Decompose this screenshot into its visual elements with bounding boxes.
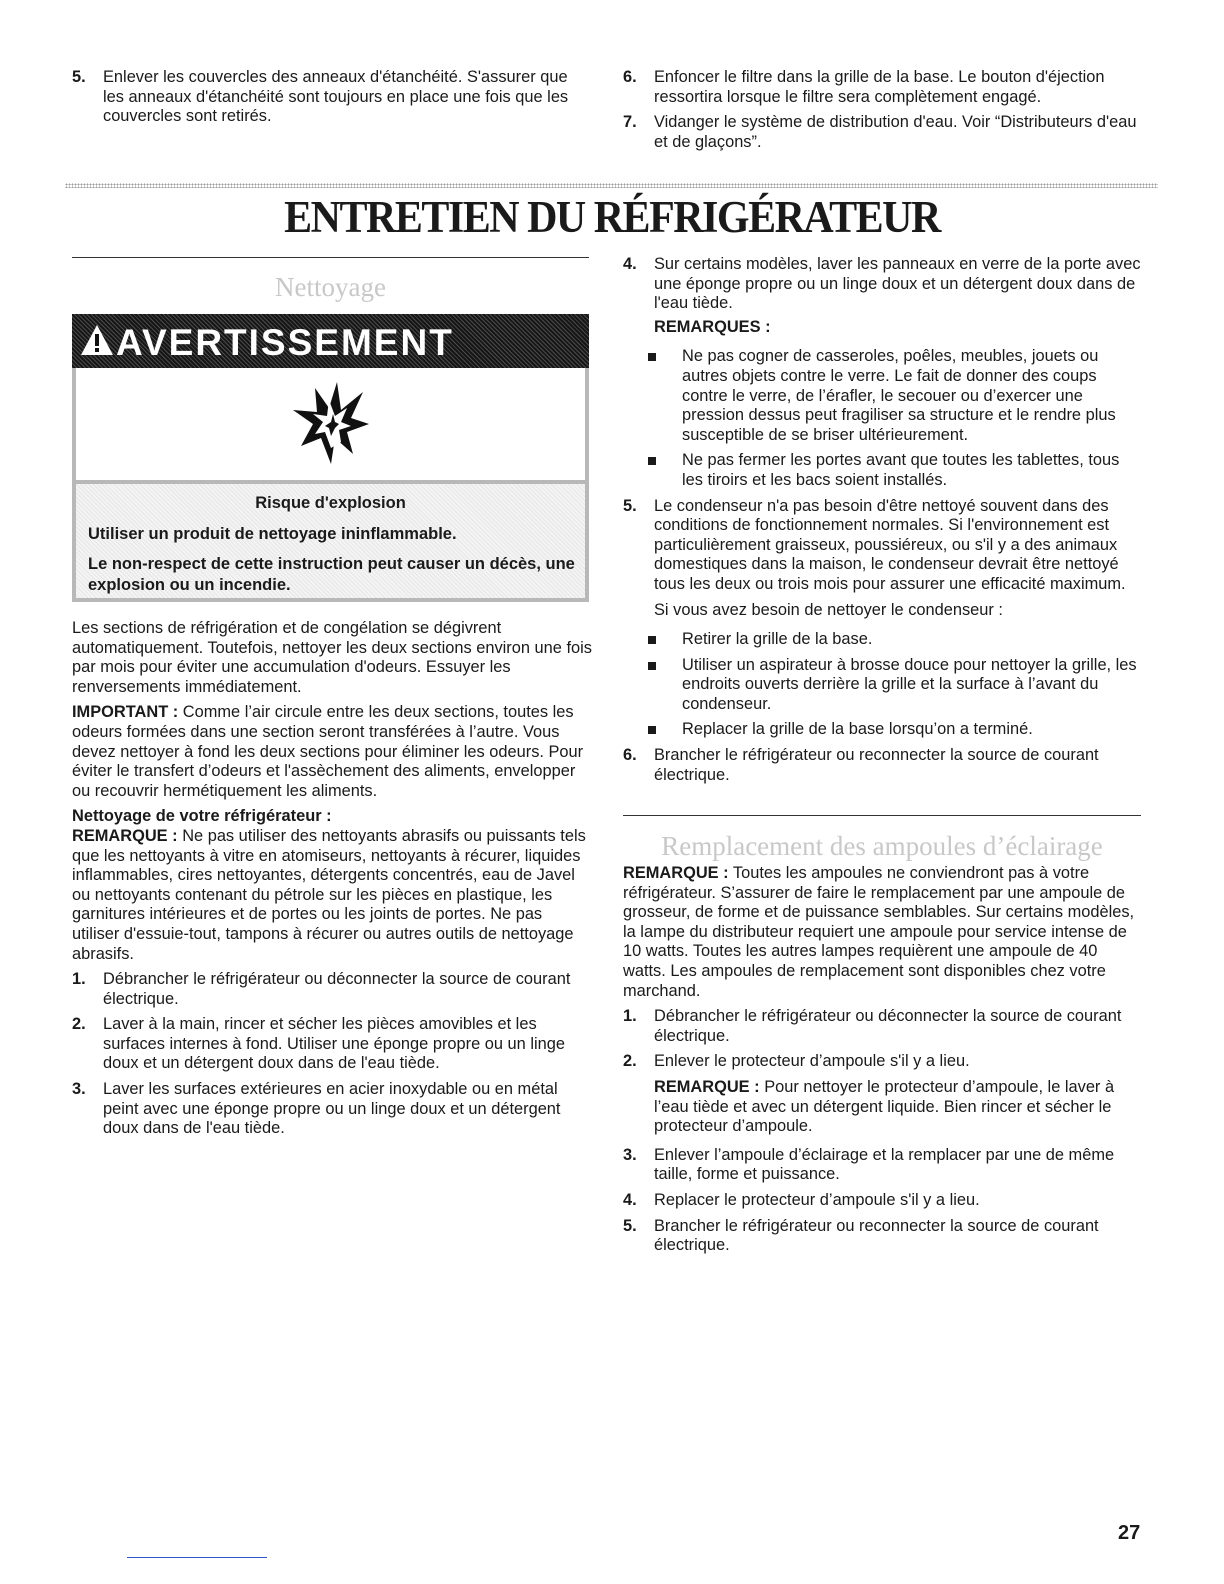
bullet-text: Ne pas fermer les portes avant que toutes les tablettes, tous les tiroirs et les bacs soient installés. <box>682 451 1120 489</box>
item-number: 7. <box>623 113 637 132</box>
bullet-marker <box>648 353 656 361</box>
warning-header <box>72 314 589 368</box>
item-text: Enlever le protecteur d’ampoule s'il y a lieu. <box>654 1052 970 1071</box>
bullet-item <box>623 656 1143 715</box>
item-text: Replacer le protecteur d’ampoule s'il y a lieu. <box>654 1190 980 1209</box>
remarque-label: REMARQUE : <box>72 826 178 845</box>
remarque-text: Ne pas utiliser des nettoyants abrasifs ou puissants tels que les nettoyants à vitre en atomiseurs, nettoyants à récurer, liquides inflammables, cires nettoyantes, détergents concentrés, eau de Javel ou nettoyants contenant du pétrole sur les pièces en plastique, les garnitures intérieures et de portes ou les joints de portes. Ne pas utiliser d'essuie-tout, tampons à récurer ou autres outils de nettoyage abrasifs. <box>72 826 586 963</box>
item-text: Enlever l’ampoule d’éclairage et la remplacer par une de même taille, forme et puissance. <box>654 1145 1115 1184</box>
ampoules-section <box>623 864 1143 1262</box>
remarque-text: Toutes les ampoules ne conviendront pas à votre réfrigérateur. S’assurer de faire le remplacement par une ampoule de grosseur, de forme et de puissance semblables. Sur certains modèles, la lampe du distributeur requiert une ampoule pour service intense de 10 watts. Toutes les autres lampes requièrent une ampoule de 40 watts. Les ampoules de remplacement sont disponibles chez votre marchand. <box>623 864 1135 1000</box>
bullet-text: Ne pas cogner de casseroles, poêles, meubles, jouets ou autres objets contre le verre. Le fait de donner des coups contre le verre, de l’érafler, le secouer ou d’exercer une pression dessus peut fragiliser sa structure et le rendre plus susceptible de se briser ultérieurement. <box>682 347 1116 444</box>
list-item <box>623 1191 1143 1211</box>
item-number: 5. <box>623 1216 637 1235</box>
bullet-marker <box>648 726 656 734</box>
warning-triangle-icon <box>80 324 114 356</box>
ampoules-rule <box>623 815 1141 816</box>
nettoyage-rule <box>72 257 589 258</box>
bullet-item <box>623 347 1143 445</box>
bullet-item <box>623 451 1143 490</box>
bullet-text: Utiliser un aspirateur à brosse douce pour nettoyer la grille, les endroits ouverts derrière la grille et la surface à l’avant du condenseur. <box>682 655 1137 713</box>
item-number: 6. <box>623 68 637 86</box>
bullet-marker <box>648 662 656 670</box>
item-number: 2. <box>623 1052 637 1071</box>
item-number: 3. <box>72 1080 86 1099</box>
condenseur-intro: Si vous avez besoin de nettoyer le condenseur : <box>654 600 1003 619</box>
warning-message <box>76 484 585 598</box>
list-item <box>72 1080 592 1139</box>
list-item <box>623 1007 1143 1046</box>
bullet-marker <box>648 636 656 644</box>
item-text: Laver les surfaces extérieures en acier inoxydable ou en métal peint avec une éponge propre ou un linge doux et un détergent doux dans de l'eau tiède. <box>103 1080 561 1138</box>
warning-box <box>72 314 589 602</box>
section-divider <box>65 183 1158 188</box>
item-number: 6. <box>623 746 637 765</box>
item-text: Brancher le réfrigérateur ou reconnecter la source de courant électrique. <box>654 1216 1099 1255</box>
remarque-paragraph <box>72 827 592 964</box>
cleaning-subheading: Nettoyage de votre réfrigérateur : <box>72 807 332 826</box>
warning-consequence: Le non-respect de cette instruction peut causer un décès, une explosion ou un incendie. <box>88 555 575 594</box>
remarque-text: Pour nettoyer le protecteur d’ampoule, le laver à l’eau tiède et avec un détergent liquide. Bien rincer et sécher le protecteur d’ampoule. <box>654 1077 1115 1136</box>
important-label: IMPORTANT : <box>72 703 179 722</box>
list-item <box>623 113 1143 152</box>
item-number: 3. <box>623 1145 637 1164</box>
item-text: Vidanger le système de distribution d'eau. Voir “Distributeurs d'eau et de glaçons”. <box>654 113 1137 151</box>
list-item <box>623 68 1143 107</box>
left-column <box>72 619 592 1145</box>
page-number: 27 <box>1118 1522 1141 1544</box>
list-item <box>623 1217 1143 1256</box>
list-item <box>623 1052 1143 1072</box>
remarque-label: REMARQUE : <box>654 1077 760 1096</box>
bullet-text: Replacer la grille de la base lorsqu’on a terminé. <box>682 720 1033 739</box>
item-number: 4. <box>623 255 637 273</box>
warning-risk: Risque d'explosion <box>255 494 406 512</box>
item-number: 2. <box>72 1015 86 1034</box>
list-item <box>623 1146 1143 1185</box>
list-item <box>72 68 592 127</box>
explosion-icon <box>291 380 371 468</box>
remarques-label: REMARQUES : <box>654 317 771 336</box>
list-item <box>623 497 1143 595</box>
bullet-item <box>623 630 1143 650</box>
bullet-text: Retirer la grille de la base. <box>682 630 873 649</box>
bullet-item <box>623 720 1143 740</box>
top-left-column <box>72 68 592 133</box>
item-text: Enlever les couvercles des anneaux d'étanchéité. S'assurer que les anneaux d'étanchéité sont toujours en place une fois que les couvercles sont retirés. <box>103 68 569 126</box>
list-item <box>72 1015 592 1074</box>
ampoules-heading: Remplacement des ampoules d’éclairage <box>661 831 1103 861</box>
footer-rule <box>127 1557 267 1558</box>
protecteur-remarque <box>623 1078 1143 1137</box>
item-number: 5. <box>72 68 86 86</box>
list-item <box>623 746 1143 785</box>
warning-icon-area <box>76 368 585 480</box>
ampoules-remarque <box>623 864 1143 1001</box>
item-text: Sur certains modèles, laver les panneaux en verre de la porte avec une éponge propre ou un linge doux et un détergent doux dans de l'eau tiède. <box>654 255 1141 313</box>
item-number: 1. <box>72 970 86 989</box>
item-text: Débrancher le réfrigérateur ou déconnecter la source de courant électrique. <box>103 970 571 1008</box>
item-text: Enfoncer le filtre dans la grille de la base. Le bouton d'éjection ressortira lorsque le filtre sera complètement engagé. <box>654 68 1105 106</box>
list-item <box>623 255 1143 314</box>
nettoyage-heading: Nettoyage <box>275 272 386 302</box>
item-text: Débrancher le réfrigérateur ou déconnecter la source de courant électrique. <box>654 1007 1122 1045</box>
item-text: Brancher le réfrigérateur ou reconnecter la source de courant électrique. <box>654 746 1099 784</box>
item-text: Laver à la main, rincer et sécher les pièces amovibles et les surfaces internes à fond. Utiliser une éponge propre ou un linge doux et un détergent doux dans de l'eau tiède. <box>103 1015 565 1073</box>
item-number: 4. <box>623 1190 637 1209</box>
important-text: Comme l’air circule entre les deux sections, toutes les odeurs formées dans une section seront transférées à l’autre. Vous devez nettoyer à fond les deux sections pour éliminer les odeurs. Pour éviter le transfert d’odeurs et l'assèchement des aliments, envelopper ou recouvrir hermétiquement les aliments. <box>72 703 584 800</box>
list-item <box>72 970 592 1009</box>
bullet-marker <box>648 457 656 465</box>
page-title: ENTRETIEN DU RÉFRIGÉRATEUR <box>284 193 940 243</box>
item-text: Le condenseur n'a pas besoin d'être nettoyé souvent dans des conditions de fonctionnement normales. Si l'environnement est particulièrement graisseux, poussiéreux, ou s'il y a des animaux domestiques dans la maison, le condenseur devrait être nettoyé tous les deux ou trois mois pour assurer une efficacité maximum. <box>654 496 1126 593</box>
intro-paragraph: Les sections de réfrigération et de congélation se dégivrent automatiquement. Toutefois, nettoyer les deux sections environ une fois par mois pour éviter une accumulation d'odeurs. Essuyer les renversements immédiatement. <box>72 619 592 696</box>
right-column <box>623 255 1143 791</box>
remarque-label: REMARQUE : <box>623 864 729 882</box>
warning-title: AVERTISSEMENT <box>116 322 454 363</box>
item-number: 5. <box>623 496 637 515</box>
warning-instruction: Utiliser un produit de nettoyage ininflammable. <box>88 525 457 543</box>
top-right-column <box>623 68 1143 158</box>
important-paragraph <box>72 703 592 801</box>
item-number: 1. <box>623 1007 637 1026</box>
